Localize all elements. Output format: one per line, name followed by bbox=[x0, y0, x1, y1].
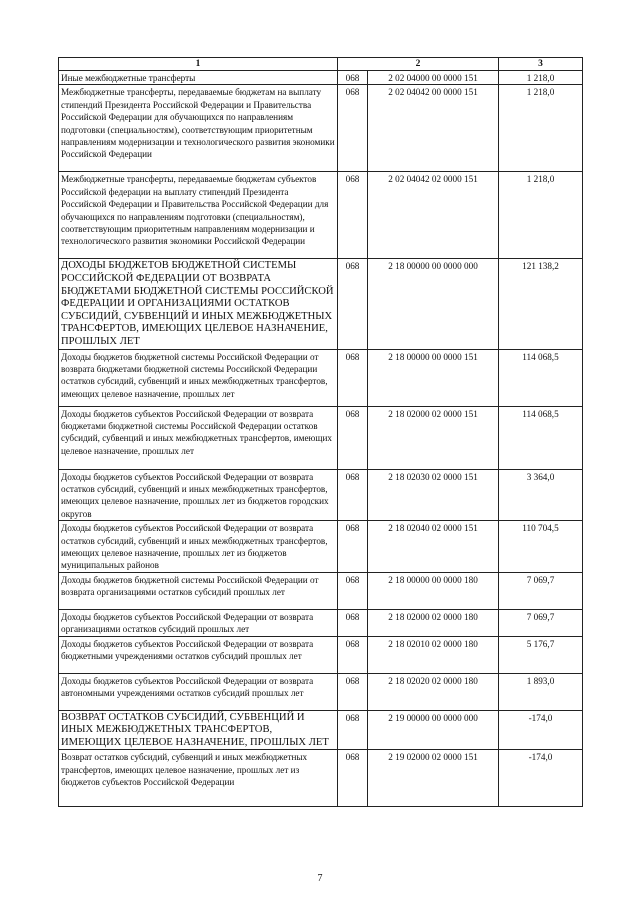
table-row bbox=[59, 710, 583, 750]
row-budget-code: 2 18 02020 02 0000 180 bbox=[368, 673, 499, 710]
table-body bbox=[59, 58, 583, 807]
row-admin-code: 068 bbox=[338, 259, 368, 349]
row-name: Доходы бюджетов бюджетной системы Российской Федерации от возврата бюджетами бюджетной системы Российской Федерации остатков субсидий, субвенций и иных межбюджетных трансфертов, имеющих целевое назначение, прошлых лет bbox=[59, 349, 338, 406]
row-value: 114 068,5 bbox=[499, 406, 583, 469]
row-budget-code: 2 18 02000 02 0000 180 bbox=[368, 609, 499, 636]
row-value: 1 218,0 bbox=[499, 85, 583, 172]
row-name: Доходы бюджетов субъектов Российской Федерации от возврата бюджетными учреждениями остатков субсидий прошлых лет bbox=[59, 636, 338, 673]
row-value: 7 069,7 bbox=[499, 572, 583, 609]
table-row bbox=[59, 71, 583, 85]
row-name: Возврат остатков субсидий, субвенций и иных межбюджетных трансфертов, имеющих целевое назначение, прошлых лет из бюджетов субъектов Российской Федерации bbox=[59, 750, 338, 807]
table-row bbox=[59, 85, 583, 172]
row-admin-code: 068 bbox=[338, 750, 368, 807]
row-name: Межбюджетные трансферты, передаваемые бюджетам на выплату стипендий Президента Российской Федерации и Правительства Российской Федерации для обучающихся по направлениям подготовки (специальностям), соответствующим приоритетным направлениям модернизации и технологического развития экономики Российской Федерации bbox=[59, 85, 338, 172]
table-row bbox=[59, 469, 583, 521]
row-budget-code: 2 18 00000 00 0000 000 bbox=[368, 259, 499, 349]
row-value: 3 364,0 bbox=[499, 469, 583, 521]
row-budget-code: 2 18 02010 02 0000 180 bbox=[368, 636, 499, 673]
row-name: Доходы бюджетов субъектов Российской Федерации от возврата организациями остатков субсидий прошлых лет bbox=[59, 609, 338, 636]
table-row bbox=[59, 406, 583, 469]
row-admin-code: 068 bbox=[338, 636, 368, 673]
table-row bbox=[59, 172, 583, 259]
row-admin-code: 068 bbox=[338, 710, 368, 750]
row-admin-code: 068 bbox=[338, 85, 368, 172]
row-budget-code: 2 19 02000 02 0000 151 bbox=[368, 750, 499, 807]
row-value: 114 068,5 bbox=[499, 349, 583, 406]
row-value: 110 704,5 bbox=[499, 521, 583, 573]
row-value: 1 218,0 bbox=[499, 172, 583, 259]
row-name: Межбюджетные трансферты, передаваемые бюджетам субъектов Российской федерации на выплату стипендий Президента Российской Федерации и Правительства Российской Федерации для обучающихся по направлениям подготовки (специальностям), соответствующим приоритетным направлениям модернизации и технологического развития экономики Российской Федерации bbox=[59, 172, 338, 259]
table-row bbox=[59, 636, 583, 673]
table-row bbox=[59, 349, 583, 406]
row-name: ВОЗВРАТ ОСТАТКОВ СУБСИДИЙ, СУБВЕНЦИЙ И ИНЫХ МЕЖБЮДЖЕТНЫХ ТРАНСФЕРТОВ, ИМЕЮЩИХ ЦЕЛЕВОЕ НАЗНАЧЕНИЕ, ПРОШЛЫХ ЛЕТ bbox=[59, 710, 338, 750]
header-row bbox=[59, 58, 583, 71]
row-budget-code: 2 18 02030 02 0000 151 bbox=[368, 469, 499, 521]
row-budget-code: 2 19 00000 00 0000 000 bbox=[368, 710, 499, 750]
row-admin-code: 068 bbox=[338, 572, 368, 609]
row-value: 121 138,2 bbox=[499, 259, 583, 349]
row-budget-code: 2 18 00000 00 0000 180 bbox=[368, 572, 499, 609]
row-admin-code: 068 bbox=[338, 609, 368, 636]
row-admin-code: 068 bbox=[338, 71, 368, 85]
row-name: Доходы бюджетов субъектов Российской Федерации от возврата автономными учреждениями остатков субсидий прошлых лет bbox=[59, 673, 338, 710]
header-col-1: 1 bbox=[59, 58, 338, 71]
row-value: 5 176,7 bbox=[499, 636, 583, 673]
row-value: 7 069,7 bbox=[499, 609, 583, 636]
row-budget-code: 2 18 02000 02 0000 151 bbox=[368, 406, 499, 469]
row-name: Доходы бюджетов субъектов Российской Федерации от возврата остатков субсидий, субвенций и иных межбюджетных трансфертов, имеющих целевое назначение, прошлых лет из бюджетов муниципальных районов bbox=[59, 521, 338, 573]
row-admin-code: 068 bbox=[338, 406, 368, 469]
row-admin-code: 068 bbox=[338, 521, 368, 573]
header-col-3: 3 bbox=[499, 58, 583, 71]
table-row bbox=[59, 673, 583, 710]
row-value: -174,0 bbox=[499, 710, 583, 750]
row-name: ДОХОДЫ БЮДЖЕТОВ БЮДЖЕТНОЙ СИСТЕМЫ РОССИЙСКОЙ ФЕДЕРАЦИИ ОТ ВОЗВРАТА БЮДЖЕТАМИ БЮДЖЕТНОЙ СИСТЕМЫ РОССИЙСКОЙ ФЕДЕРАЦИИ И ОРГАНИЗАЦИЯМИ ОСТАТКОВ СУБСИДИЙ, СУБВЕНЦИЙ И ИНЫХ МЕЖБЮДЖЕТНЫХ ТРАНСФЕРТОВ, ИМЕЮЩИХ ЦЕЛЕВОЕ НАЗНАЧЕНИЕ, ПРОШЛЫХ ЛЕТ bbox=[59, 259, 338, 349]
table-row bbox=[59, 609, 583, 636]
row-budget-code: 2 02 04042 02 0000 151 bbox=[368, 172, 499, 259]
row-name: Доходы бюджетов субъектов Российской Федерации от возврата остатков субсидий, субвенций и иных межбюджетных трансфертов, имеющих целевое назначение, прошлых лет из бюджетов городских округов bbox=[59, 469, 338, 521]
row-admin-code: 068 bbox=[338, 349, 368, 406]
budget-table bbox=[58, 57, 583, 807]
row-value: 1 893,0 bbox=[499, 673, 583, 710]
row-budget-code: 2 02 04042 00 0000 151 bbox=[368, 85, 499, 172]
row-admin-code: 068 bbox=[338, 469, 368, 521]
row-admin-code: 068 bbox=[338, 172, 368, 259]
row-value: 1 218,0 bbox=[499, 71, 583, 85]
row-budget-code: 2 18 02040 02 0000 151 bbox=[368, 521, 499, 573]
table-row bbox=[59, 259, 583, 349]
page-number: 7 bbox=[317, 873, 323, 884]
header-col-2: 2 bbox=[338, 58, 499, 71]
row-name: Иные межбюджетные трансферты bbox=[59, 71, 338, 85]
table-row bbox=[59, 521, 583, 573]
table-row bbox=[59, 572, 583, 609]
table-row bbox=[59, 750, 583, 807]
row-admin-code: 068 bbox=[338, 673, 368, 710]
row-value: -174,0 bbox=[499, 750, 583, 807]
row-name: Доходы бюджетов бюджетной системы Российской Федерации от возврата организациями остатков субсидий прошлых лет bbox=[59, 572, 338, 609]
row-budget-code: 2 02 04000 00 0000 151 bbox=[368, 71, 499, 85]
row-name: Доходы бюджетов субъектов Российской Федерации от возврата бюджетами бюджетной системы Российской Федерации остатков субсидий, субвенций и иных межбюджетных трансфертов, имеющих целевое назначение, прошлых лет bbox=[59, 406, 338, 469]
row-budget-code: 2 18 00000 00 0000 151 bbox=[368, 349, 499, 406]
